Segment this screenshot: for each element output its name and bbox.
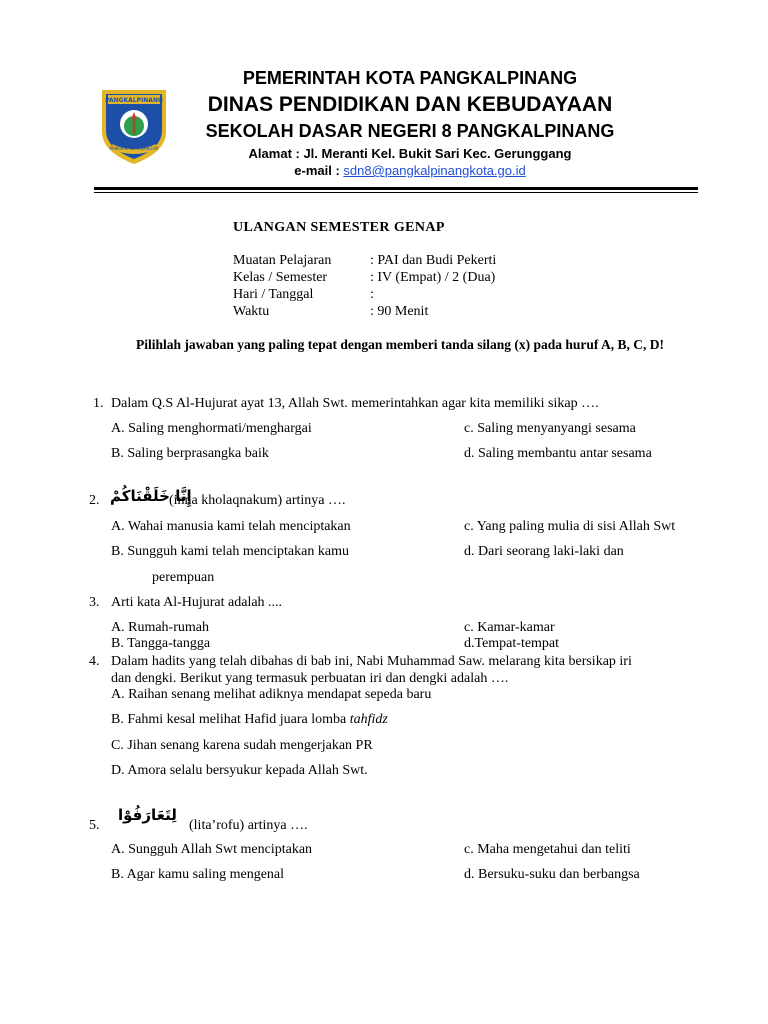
q1-option-a[interactable]: A. Saling menghormati/menghargai: [111, 421, 312, 436]
question-2-text: (inna kholaqnakum) artinya ….: [169, 493, 346, 508]
logo-top-text: PANGKALPINANG: [105, 97, 163, 104]
question-2-number: 2.: [89, 493, 100, 508]
question-4-number: 4.: [89, 654, 100, 669]
q3-option-c[interactable]: c. Kamar-kamar: [464, 620, 555, 635]
q3-option-d[interactable]: d.Tempat-tempat: [464, 636, 560, 651]
q4-option-b-italic: tahfidz: [349, 712, 388, 727]
email-label: e-mail :: [294, 163, 344, 178]
q2-option-c[interactable]: c. Yang paling mulia di sisi Allah Swt: [464, 519, 676, 534]
q3-option-b[interactable]: B. Tangga-tangga: [111, 636, 211, 651]
q4-option-b-text: B. Fahmi kesal melihat Hafid juara lomba: [111, 712, 350, 727]
question-1-number: 1.: [93, 396, 104, 411]
exam-title: ULANGAN SEMESTER GENAP: [233, 220, 445, 235]
header-address: Alamat : Jl. Meranti Kel. Bukit Sari Kec. Gerunggang: [248, 146, 572, 161]
instruction: Pilihlah jawaban yang paling tepat dengan memberi tanda silang (x) pada huruf A, B, C, D!: [135, 337, 665, 352]
meta-subject-value: : PAI dan Budi Pekerti: [370, 253, 497, 268]
meta-date-value: :: [370, 287, 374, 302]
meta-time-value: : 90 Menit: [370, 304, 429, 319]
meta-class-value: : IV (Empat) / 2 (Dua): [370, 270, 496, 285]
meta-time-key: Waktu: [233, 304, 270, 319]
header-email-line: [150, 163, 670, 178]
q4-option-d[interactable]: D. Amora selalu bersyukur kepada Allah Swt.: [111, 763, 368, 778]
meta-date-key: Hari / Tanggal: [233, 287, 314, 302]
header-department: DINAS PENDIDIKAN DAN KEBUDAYAAN: [207, 93, 613, 116]
q5-option-c[interactable]: c. Maha mengetahui dan teliti: [464, 842, 631, 857]
question-5-number: 5.: [89, 818, 100, 833]
header-school-name: SEKOLAH DASAR NEGERI 8 PANGKALPINANG: [205, 121, 615, 141]
q2-option-a[interactable]: A. Wahai manusia kami telah menciptakan: [111, 519, 351, 534]
q4-option-b[interactable]: [111, 712, 388, 728]
header-divider-thin: [94, 192, 698, 193]
question-3-text: Arti kata Al-Hujurat adalah ....: [111, 595, 283, 610]
email-link[interactable]: sdn8@pangkalpinangkota.go.id: [343, 163, 526, 178]
meta-subject-key: Muatan Pelajaran: [233, 253, 332, 268]
question-1-text: Dalam Q.S Al-Hujurat ayat 13, Allah Swt. memerintahkan agar kita memiliki sikap ….: [111, 396, 599, 411]
header-divider-thick: [94, 187, 698, 190]
q2-option-b[interactable]: B. Sungguh kami telah menciptakan kamu: [111, 544, 349, 559]
q4-option-a[interactable]: A. Raihan senang melihat adiknya mendapat sepeda baru: [111, 687, 432, 702]
question-5-arabic: لِتَعَارَفُوْا: [118, 806, 177, 824]
q1-option-d[interactable]: d. Saling membantu antar sesama: [464, 446, 652, 461]
question-4-text-line2: dan dengki. Berikut yang termasuk perbuatan iri dan dengki adalah ….: [111, 671, 509, 686]
header-government: PEMERINTAH KOTA PANGKALPINANG: [242, 68, 578, 88]
q2-option-continuation: perempuan: [152, 570, 215, 585]
question-2-arabic: إِنَّا خَلَقْنَاكُمْ: [110, 487, 192, 505]
q5-option-b[interactable]: B. Agar kamu saling mengenal: [111, 867, 285, 882]
q1-option-c[interactable]: c. Saling menyanyangi sesama: [464, 421, 636, 436]
question-4-text-line1: Dalam hadits yang telah dibahas di bab ini, Nabi Muhammad Saw. melarang kita bersikap iri: [111, 654, 632, 669]
q2-option-d[interactable]: d. Dari seorang laki-laki dan: [464, 544, 624, 559]
q3-option-a[interactable]: A. Rumah-rumah: [111, 620, 209, 635]
meta-class-key: Kelas / Semester: [233, 270, 328, 285]
q4-option-c[interactable]: C. Jihan senang karena sudah mengerjakan PR: [111, 738, 373, 753]
q5-option-a[interactable]: A. Sungguh Allah Swt menciptakan: [111, 842, 313, 857]
question-5-text: (lita’rofu) artinya ….: [189, 818, 308, 833]
logo-bottom-text: PANGKAL KEMENANGAN: [109, 146, 159, 151]
q1-option-b[interactable]: B. Saling berprasangka baik: [111, 446, 269, 461]
q5-option-d[interactable]: d. Bersuku-suku dan berbangsa: [464, 867, 640, 882]
question-3-number: 3.: [89, 595, 100, 610]
